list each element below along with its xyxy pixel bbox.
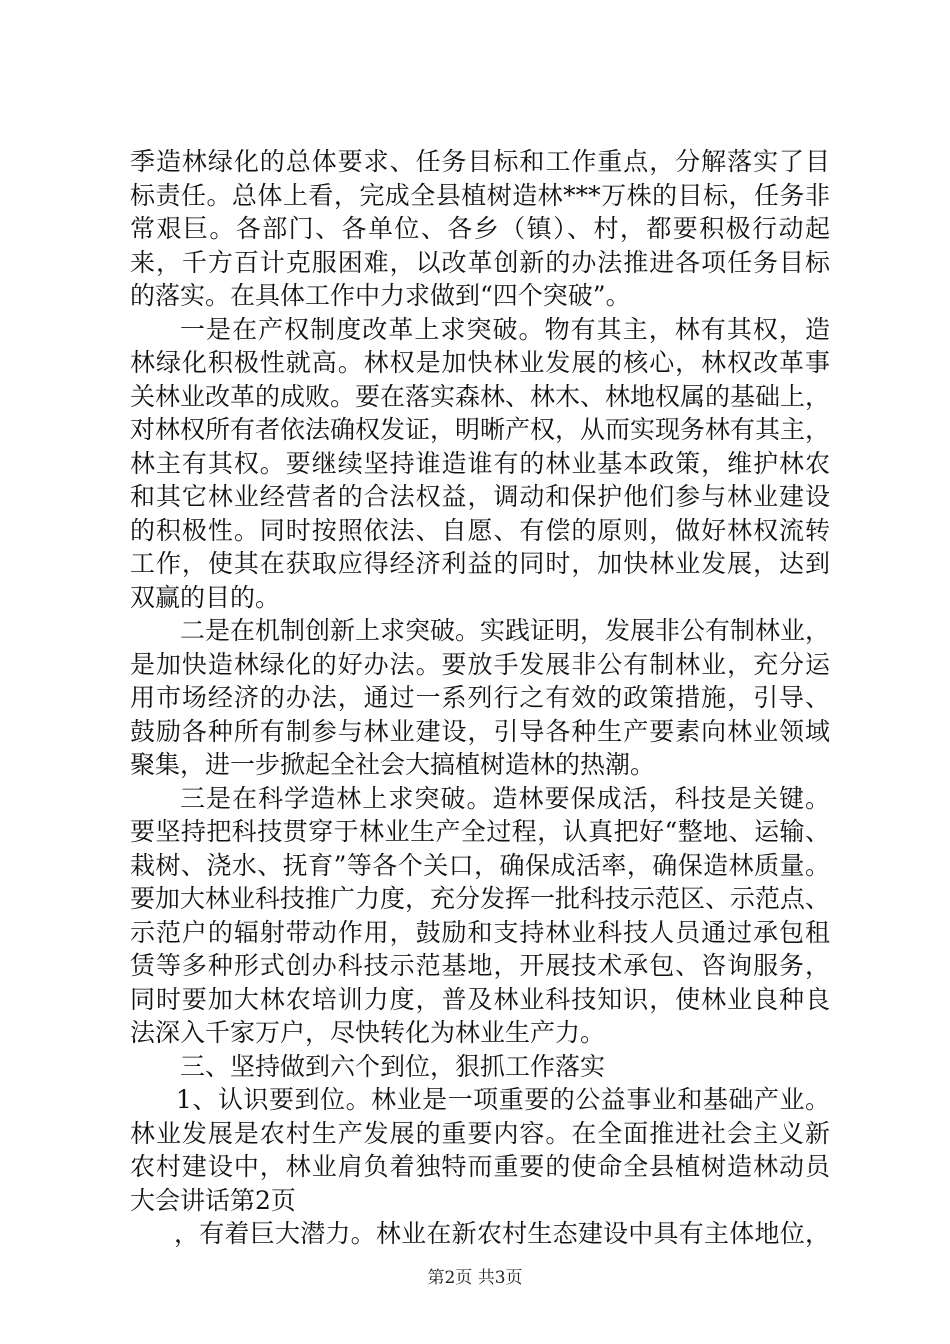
text-line: 的积极性。同时按照依法、自愿、有偿的原则，做好林权流转 bbox=[130, 515, 830, 545]
text-line: 用市场经济的办法，通过一系列行之有效的政策措施，引导、 bbox=[130, 683, 830, 712]
text-line: ，有着巨大潜力。林业在新农村生态建设中具有主体地位， bbox=[174, 1219, 830, 1248]
text-line: 常艰巨。各部门、各单位、各乡（镇）、村，都要积极行动起 bbox=[130, 214, 830, 243]
text-line: 的落实。在具体工作中力求做到“四个突破”。 bbox=[130, 281, 631, 310]
text-line: 林绿化积极性就高。林权是加快林业发展的核心，林权改革事 bbox=[130, 348, 830, 377]
text-line: 大会讲话第2页 bbox=[130, 1185, 296, 1215]
text-line: 要坚持把科技贯穿于林业生产全过程，认真把好“整地、运输、 bbox=[130, 817, 830, 846]
text-line: 林主有其权。要继续坚持谁造谁有的林业基本政策，维护林农 bbox=[130, 448, 830, 478]
text-line: 聚集，进一步掀起全社会大搞植树造林的热潮。 bbox=[130, 750, 656, 779]
text-line: 三、坚持做到六个到位，狠抓工作落实 bbox=[180, 1051, 606, 1081]
text-line: 对林权所有者依法确权发证，明晰产权，从而实现务林有其主， bbox=[130, 415, 831, 444]
document-body bbox=[130, 145, 830, 1251]
text-line: 1、认识要到位。林业是一项重要的公益事业和基础产业。 bbox=[176, 1085, 830, 1114]
text-line: 来，千方百计克服困难，以改革创新的办法推进各项任务目标 bbox=[130, 247, 830, 277]
text-line: 法深入千家万户，尽快转化为林业生产力。 bbox=[130, 1018, 606, 1047]
text-line: 工作，使其在获取应得经济利益的同时，加快林业发展，达到 bbox=[130, 549, 830, 578]
text-line: 是加快造林绿化的好办法。要放手发展非公有制林业，充分运 bbox=[130, 649, 830, 679]
text-line: 一是在产权制度改革上求突破。物有其主，林有其权，造 bbox=[180, 314, 830, 344]
text-line: 双赢的目的。 bbox=[130, 582, 281, 612]
text-line: 季造林绿化的总体要求、任务目标和工作重点，分解落实了目 bbox=[130, 147, 830, 176]
text-line: 三是在科学造林上求突破。造林要保成活，科技是关键。 bbox=[180, 783, 830, 813]
text-line: 鼓励各种所有制参与林业建设，引导各种生产要素向林业领域 bbox=[130, 716, 830, 746]
text-line: 标责任。总体上看，完成全县植树造林***万株的目标，任务非 bbox=[130, 180, 830, 210]
text-line: 栽树、浇水、抚育”等各个关口，确保成活率，确保造林质量。 bbox=[130, 850, 830, 880]
text-line: 关林业改革的成败。要在落实森林、林木、林地权属的基础上， bbox=[130, 381, 831, 411]
text-line: 和其它林业经营者的合法权益，调动和保护他们参与林业建设 bbox=[130, 482, 830, 511]
text-line: 要加大林业科技推广力度，充分发挥一批科技示范区、示范点、 bbox=[130, 884, 831, 913]
text-line: 农村建设中，林业肩负着独特而重要的使命全县植树造林动员 bbox=[130, 1152, 830, 1181]
page-footer: 第2页 共3页 bbox=[427, 1268, 523, 1288]
text-line: 林业发展是农村生产发展的重要内容。在全面推进社会主义新 bbox=[130, 1118, 830, 1148]
text-line: 二是在机制创新上求突破。实践证明，发展非公有制林业， bbox=[180, 616, 831, 645]
text-line: 同时要加大林农培训力度，普及林业科技知识，使林业良种良 bbox=[130, 984, 830, 1014]
text-line: 示范户的辐射带动作用，鼓励和支持林业科技人员通过承包租 bbox=[130, 917, 830, 947]
text-line: 赁等多种形式创办科技示范基地，开展技术承包、咨询服务， bbox=[130, 951, 830, 980]
